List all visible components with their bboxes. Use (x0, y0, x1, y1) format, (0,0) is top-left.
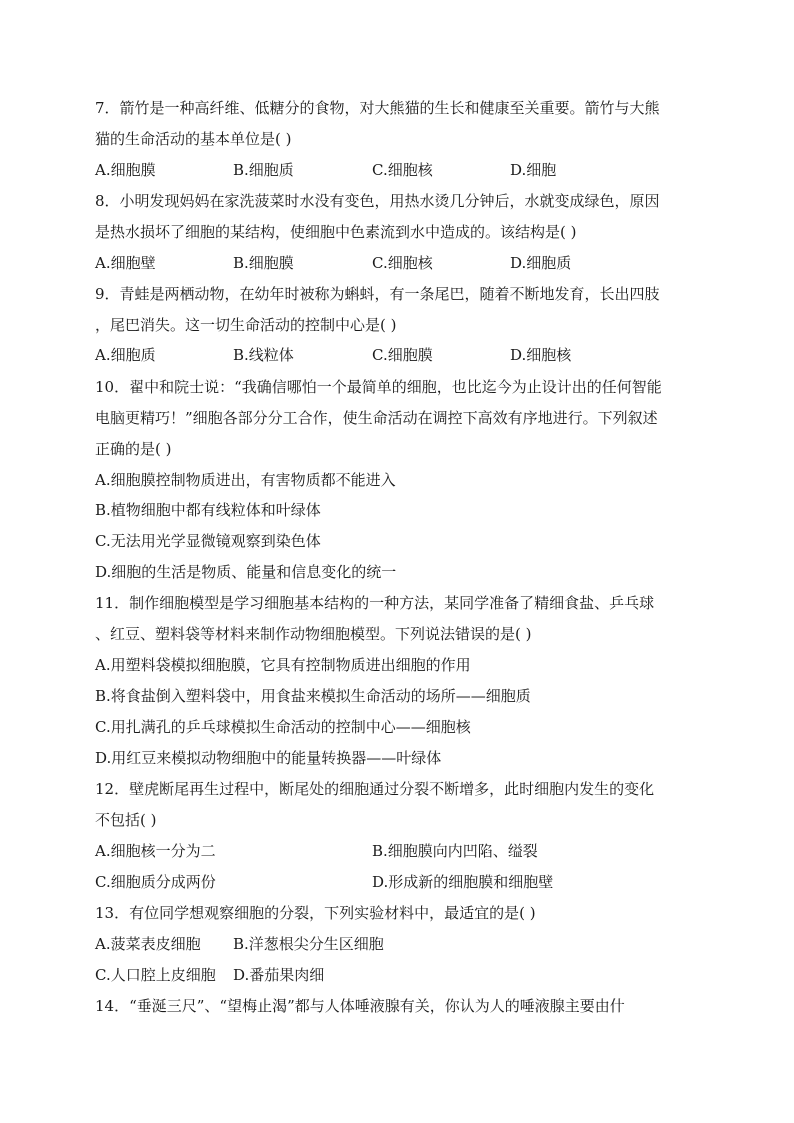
question-9-line-1: 9．青蛙是两栖动物，在幼年时被称为蝌蚪，有一条尾巴，随着不断地发育，长出四肢 (95, 285, 660, 303)
question-12-option-a: A.细胞核一分为二 (95, 842, 216, 860)
question-7-option-b: B.细胞质 (233, 161, 294, 179)
question-10-line-1: 10．翟中和院士说：“我确信哪怕一个最简单的细胞，也比迄今为止设计出的任何智能 (95, 378, 662, 396)
question-7-option-c: C.细胞核 (372, 161, 433, 179)
question-11-option-c: C.用扎满孔的乒乓球模拟生命活动的控制中心——细胞核 (95, 718, 471, 736)
question-11-option-a: A.用塑料袋模拟细胞膜，它具有控制物质进出细胞的作用 (95, 656, 471, 674)
question-8-option-b: B.细胞膜 (233, 254, 294, 272)
question-7-option-a: A.细胞膜 (95, 161, 156, 179)
question-8-option-c: C.细胞核 (372, 254, 433, 272)
question-13-line-1: 13．有位同学想观察细胞的分裂，下列实验材料中，最适宜的是( ) (95, 904, 536, 922)
question-9-line-2: ，尾巴消失。这一切生命活动的控制中心是( ) (95, 316, 397, 334)
question-13-option-b: B.洋葱根尖分生区细胞 (233, 935, 384, 953)
question-10-line-3: 正确的是( ) (95, 440, 172, 458)
question-8-option-d: D.细胞质 (510, 254, 572, 272)
question-7-line-1: 7．箭竹是一种高纤维、低糖分的食物，对大熊猫的生长和健康至关重要。箭竹与大熊 (95, 99, 660, 117)
question-11-option-b: B.将食盐倒入塑料袋中，用食盐来模拟生命活动的场所——细胞质 (95, 687, 531, 705)
question-10-option-c: C.无法用光学显微镜观察到染色体 (95, 532, 321, 550)
question-14-line-1: 14．“垂涎三尺”、“望梅止渴”都与人体唾液腺有关，你认为人的唾液腺主要由什 (95, 997, 625, 1015)
question-12-option-c: C.细胞质分成两份 (95, 873, 216, 891)
question-9-option-b: B.线粒体 (233, 346, 294, 364)
question-13-option-d: D.番茄果肉细 (233, 966, 325, 984)
question-8-line-2: 是热水损坏了细胞的某结构，使细胞中色素流到水中造成的。该结构是( ) (95, 223, 577, 241)
question-11-line-1: 11．制作细胞模型是学习细胞基本结构的一种方法，某同学准备了精细食盐、乒乓球 (95, 594, 655, 612)
question-10-line-2: 电脑更精巧！”细胞各部分分工合作，使生命活动在调控下高效有序地进行。下列叙述 (95, 409, 658, 427)
question-13-option-c: C.人口腔上皮细胞 (95, 966, 216, 984)
question-10-option-d: D.细胞的生活是物质、能量和信息变化的统一 (95, 563, 397, 581)
question-7-line-2: 猫的生命活动的基本单位是( ) (95, 130, 292, 148)
question-12-line-2: 不包括( ) (95, 811, 157, 829)
question-12-option-d: D.形成新的细胞膜和细胞壁 (372, 873, 554, 891)
question-10-option-a: A.细胞膜控制物质进出，有害物质都不能进入 (95, 471, 396, 489)
question-13-option-a: A.菠菜表皮细胞 (95, 935, 201, 953)
question-9-option-a: A.细胞质 (95, 346, 156, 364)
question-8-line-1: 8．小明发现妈妈在家洗菠菜时水没有变色，用热水烫几分钟后，水就变成绿色，原因 (95, 192, 660, 210)
question-11-line-2: 、红豆、塑料袋等材料来制作动物细胞模型。下列说法错误的是( ) (95, 625, 532, 643)
question-7-option-d: D.细胞 (510, 161, 557, 179)
question-9-option-c: C.细胞膜 (372, 346, 433, 364)
question-8-option-a: A.细胞壁 (95, 254, 156, 272)
question-12-option-b: B.细胞膜向内凹陷、缢裂 (372, 842, 538, 860)
question-12-line-1: 12．壁虎断尾再生过程中，断尾处的细胞通过分裂不断增多，此时细胞内发生的变化 (95, 780, 655, 798)
question-10-option-b: B.植物细胞中都有线粒体和叶绿体 (95, 501, 321, 519)
question-11-option-d: D.用红豆来模拟动物细胞中的能量转换器——叶绿体 (95, 749, 442, 767)
question-9-option-d: D.细胞核 (510, 346, 572, 364)
